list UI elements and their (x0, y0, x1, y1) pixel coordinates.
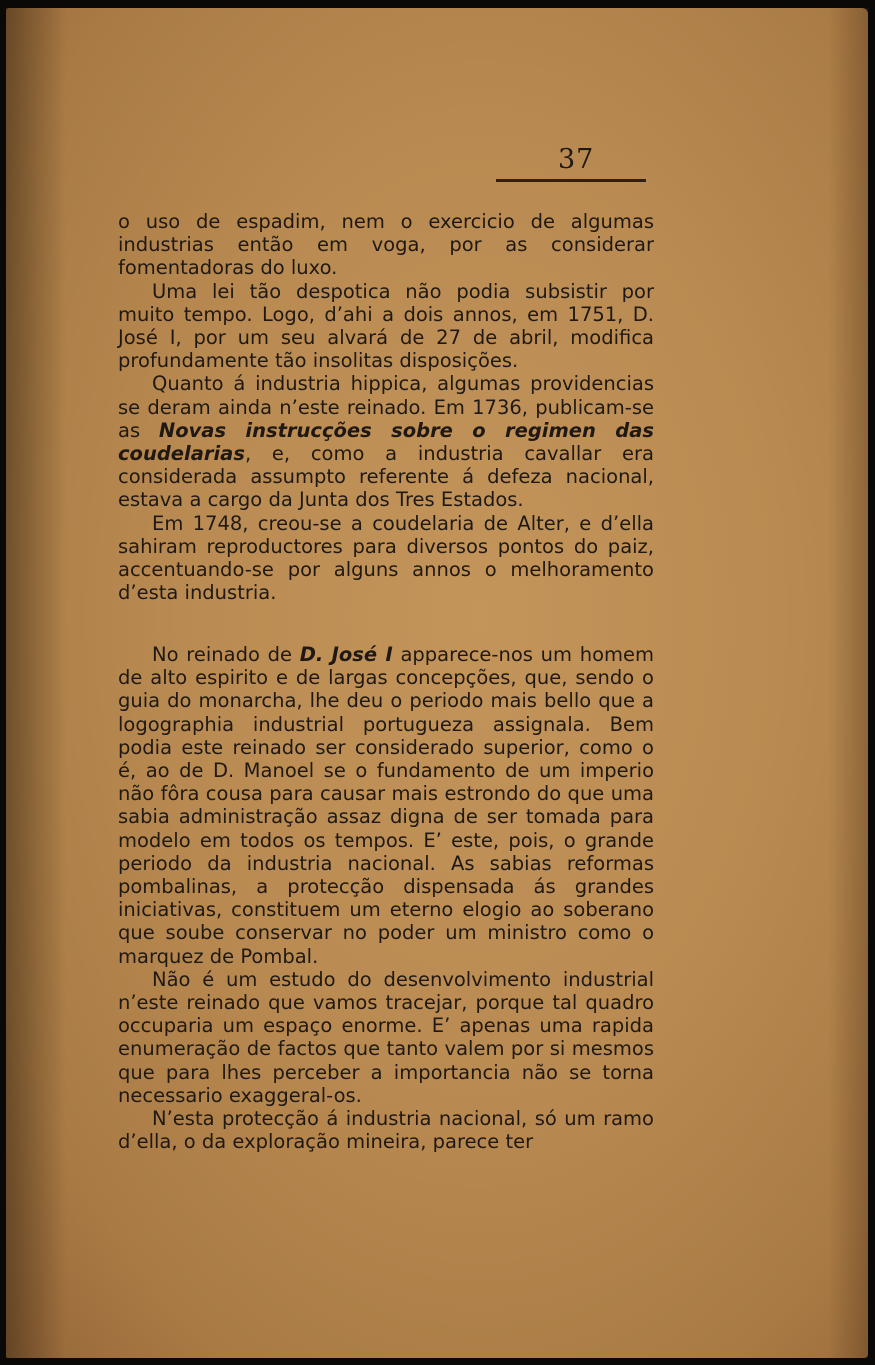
paragraph-6: Não é um estudo do desenvolvimento industrial n’este reinado que vamos tracejar, porque tal quadro occuparia um espaço enorme. E’ apenas uma rapida enumeração de factos que tanto valem por si mesmos que para lhes perceber a importancia não se torna necessario exaggeral-os. (118, 967, 654, 1107)
paragraph-3-title: Novas instrucções sobre o regimen das coudelarias (118, 418, 654, 466)
paragraph-5-text-end: apparece-nos um homem de alto espirito e de largas concepções, que, sendo o guia do monarcha, lhe deu o periodo mais bello que a logographia industrial portugueza assignala. Bem podia este reinado ser considerado superior, como o é, ao de D. Manoel se o fundamento de um imperio não fôra cousa para causar mais estrondo do que uma sabia administração assaz digna de ser tomada para modelo em todos os tempos. E’ este, pois, o grande periodo da industria nacional. As sabias reformas pombalinas, a protecção dispensada ás grandes iniciativas, constituem um eterno elogio ao soberano que soube conservar no poder um ministro como o marquez de Pombal. (118, 643, 655, 968)
paragraph-1: o uso de espadim, nem o exercicio de algumas industrias então em voga, por as considerar fomentadoras do luxo. (118, 210, 654, 280)
paragraph-3 (118, 372, 654, 511)
paragraph-3-text-end: , e, como a industria cavallar era considerada assumpto referente á defeza nacional, estava a cargo da Junta dos Tres Estados. (118, 442, 654, 512)
paragraph-3-text-start: Quanto á industria hippica, algumas providencias se deram ainda n’este reinado. Em 1736, publicam-se as (118, 372, 654, 442)
page-number: 37 (558, 144, 595, 175)
text-section-2 (118, 643, 654, 1153)
paragraph-5-name: D. José I (299, 643, 393, 666)
text-section-1 (118, 210, 654, 604)
paragraph-7: N’esta protecção á industria nacional, só um ramo d’ella, o da exploração mineira, parece ter (118, 1107, 654, 1154)
paragraph-4: Em 1748, creou-se a coudelaria de Alter, e d’ella sahiram reproductores para diversos pontos do paiz, accentuando-se por alguns annos o melhoramento d’esta industria. (118, 511, 654, 605)
paragraph-5 (118, 643, 654, 968)
paragraph-2: Uma lei tão despotica não podia subsistir por muito tempo. Logo, d’ahi a dois annos, em 1751, D. José I, por um seu alvará de 27 de abril, modifica profundamente tão insolitas disposições. (118, 279, 654, 373)
header-rule (496, 179, 646, 182)
book-page (6, 8, 868, 1358)
paragraph-5-text-start: No reinado de (152, 643, 300, 666)
